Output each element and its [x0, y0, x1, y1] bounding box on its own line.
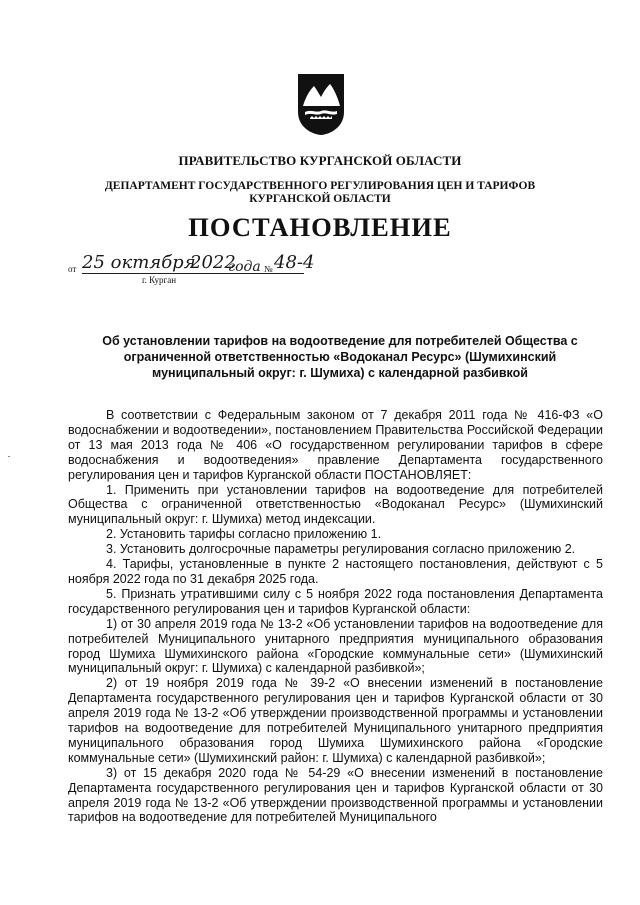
preamble-paragraph: В соответствии с Федеральным законом от 7 декабря 2011 года № 416-ФЗ «О водоснабжении и водоотведении», постановлением Правительства Российской Федерации от 13 мая 2013 года № 406 «О государственном регулировании тарифов в сфере водоснабжения и водоотведения» правление Департамента государственного регулирования цен и тарифов Курганской области ПОСТАНОВЛЯЕТ:: [68, 408, 603, 482]
handwritten-number: 48-4: [274, 252, 315, 273]
coat-of-arms-icon: [296, 72, 346, 136]
clause-1: 1. Применить при установлении тарифов на водоотведение для потребителей Общества с ограниченной ответственностью «Водоканал Ресурс» (Шумихинский муниципальный округ: г. Шумиха) метод индексации.: [68, 482, 603, 527]
scan-artifact: [8, 456, 10, 457]
date-prefix: от: [68, 264, 77, 274]
department-name: [0, 180, 640, 206]
clause-2: 2. Установить тарифы согласно приложению 1.: [106, 527, 382, 542]
clause-4: 4. Тарифы, установленные в пункте 2 настоящего постановления, действуют с 5 ноября 2022 года по 31 декабря 2025 года.: [68, 557, 603, 586]
organization-name: ПРАВИТЕЛЬСТВО КУРГАНСКОЙ ОБЛАСТИ: [178, 153, 462, 168]
number-sign: №: [264, 264, 273, 274]
handwritten-date: 25 октября: [82, 252, 196, 273]
subject-line-2: ограниченной ответственностью «Водоканал Ресурс» (Шумихинский: [123, 350, 557, 364]
date-underline: [82, 273, 304, 274]
issue-date-number: [68, 252, 368, 280]
issue-city: г. Курган: [142, 275, 177, 285]
sub-clause-1: 1) от 30 апреля 2019 года № 13-2 «Об установлении тарифов на водоотведение для потребителей Муниципального унитарного предприятия муниципального образования город Шумиха Шумихинского района «Городские коммунальные сети» (Шумихинский муниципальный округ: г. Шумиха) с календарной разбивкой»;: [68, 616, 603, 676]
subject-line-3: муниципальный округ: г. Шумиха) с календарной разбивкой: [152, 366, 528, 380]
subject-line-1: Об установлении тарифов на водоотведение для потребителей Общества с: [102, 334, 578, 348]
document-body: [68, 408, 603, 825]
department-name-line-2: КУРГАНСКОЙ ОБЛАСТИ: [249, 193, 391, 205]
sub-clause-2: 2) от 19 ноября 2019 года № 39-2 «О внесении изменений в постановление Департамента государственного регулирования цен и тарифов Курганской области от 30 апреля 2019 года № 13-2 «Об утверждении производственной программы и установлении тарифов на водоотведение для потребителей Муниципального унитарного предприятия муниципального образования город Шумиха Шумихинского района «Городские коммунальные сети» (Шумихинский район: г. Шумиха) с календарной разбивкой»;: [68, 676, 603, 765]
sub-clause-3: 3) от 15 декабря 2020 года № 54-29 «О внесении изменений в постановление Департамента государственного регулирования цен и тарифов Курганской области от 30 апреля 2019 года № 13-2 «Об утверждении производственной программы и установлении тарифов на водоотведение для потребителей Муниципального: [68, 765, 603, 825]
handwritten-year: 2022: [190, 252, 236, 273]
clause-3: 3. Установить долгосрочные параметры регулирования согласно приложению 2.: [106, 542, 576, 557]
department-name-line-1: ДЕПАРТАМЕНТ ГОСУДАРСТВЕННОГО РЕГУЛИРОВАНИЯ ЦЕН И ТАРИФОВ: [104, 180, 536, 192]
clause-5: 5. Признать утратившими силу с 5 ноября 2022 года постановления Департамента государственного регулирования цен и тарифов Курганской области:: [68, 586, 603, 616]
document-subject: [60, 333, 620, 381]
document-type-title: ПОСТАНОВЛЕНИЕ: [188, 212, 452, 242]
handwritten-year-word: года: [228, 259, 261, 275]
